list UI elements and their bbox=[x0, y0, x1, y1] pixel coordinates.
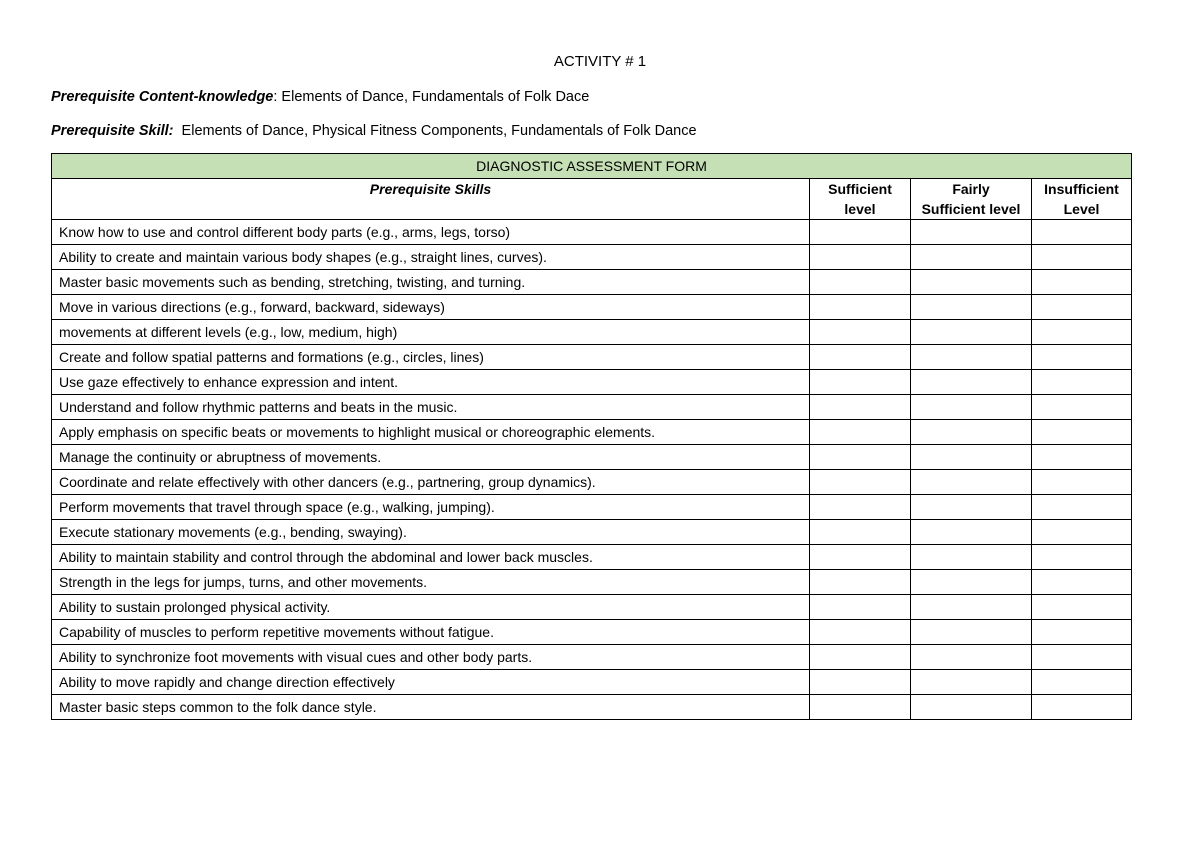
rating-sufficient-cell[interactable] bbox=[810, 320, 911, 345]
rating-fairly-sufficient-cell[interactable] bbox=[911, 320, 1032, 345]
rating-sufficient-cell[interactable] bbox=[810, 695, 911, 720]
rating-fairly-sufficient-cell[interactable] bbox=[911, 670, 1032, 695]
table-row bbox=[52, 320, 1132, 345]
rating-sufficient-cell[interactable] bbox=[810, 395, 911, 420]
rating-insufficient-cell[interactable] bbox=[1032, 495, 1132, 520]
rating-fairly-sufficient-cell[interactable] bbox=[911, 695, 1032, 720]
prerequisite-skill-value: Elements of Dance, Physical Fitness Components, Fundamentals of Folk Dance bbox=[173, 123, 697, 139]
rating-fairly-sufficient-cell[interactable] bbox=[911, 270, 1032, 295]
skill-cell: Strength in the legs for jumps, turns, and other movements. bbox=[52, 570, 810, 595]
rating-fairly-sufficient-cell[interactable] bbox=[911, 295, 1032, 320]
skill-cell: movements at different levels (e.g., low, medium, high) bbox=[52, 320, 810, 345]
skill-cell: Ability to create and maintain various body shapes (e.g., straight lines, curves). bbox=[52, 245, 810, 270]
activity-title: ACTIVITY # 1 bbox=[553, 53, 647, 70]
table-row bbox=[52, 445, 1132, 470]
rating-sufficient-cell[interactable] bbox=[810, 545, 911, 570]
rating-fairly-sufficient-cell[interactable] bbox=[911, 245, 1032, 270]
rating-sufficient-cell[interactable] bbox=[810, 445, 911, 470]
rating-sufficient-cell[interactable] bbox=[810, 220, 911, 245]
skill-cell: Perform movements that travel through space (e.g., walking, jumping). bbox=[52, 495, 810, 520]
header-fairly-sufficient-level bbox=[911, 179, 1032, 220]
rating-insufficient-cell[interactable] bbox=[1032, 270, 1132, 295]
rating-insufficient-cell[interactable] bbox=[1032, 695, 1132, 720]
table-banner-row bbox=[52, 154, 1132, 179]
rating-fairly-sufficient-cell[interactable] bbox=[911, 520, 1032, 545]
skill-cell: Know how to use and control different body parts (e.g., arms, legs, torso) bbox=[52, 220, 810, 245]
rating-insufficient-cell[interactable] bbox=[1032, 395, 1132, 420]
skill-cell: Execute stationary movements (e.g., bending, swaying). bbox=[52, 520, 810, 545]
rating-sufficient-cell[interactable] bbox=[810, 420, 911, 445]
rating-insufficient-cell[interactable] bbox=[1032, 645, 1132, 670]
skill-cell: Use gaze effectively to enhance expression and intent. bbox=[52, 370, 810, 395]
table-row bbox=[52, 520, 1132, 545]
table-row bbox=[52, 545, 1132, 570]
rating-fairly-sufficient-cell[interactable] bbox=[911, 370, 1032, 395]
rating-fairly-sufficient-cell[interactable] bbox=[911, 545, 1032, 570]
rating-insufficient-cell[interactable] bbox=[1032, 370, 1132, 395]
rating-fairly-sufficient-cell[interactable] bbox=[911, 495, 1032, 520]
table-row bbox=[52, 695, 1132, 720]
rating-insufficient-cell[interactable] bbox=[1032, 445, 1132, 470]
rating-fairly-sufficient-cell[interactable] bbox=[911, 345, 1032, 370]
prerequisite-content-separator: : bbox=[273, 89, 278, 105]
header-sufficient-line2: level bbox=[844, 201, 876, 217]
rating-insufficient-cell[interactable] bbox=[1032, 220, 1132, 245]
rating-fairly-sufficient-cell[interactable] bbox=[911, 470, 1032, 495]
rating-sufficient-cell[interactable] bbox=[810, 345, 911, 370]
header-fairly-line1: Fairly bbox=[952, 181, 990, 197]
rating-insufficient-cell[interactable] bbox=[1032, 620, 1132, 645]
header-insufficient-line1: Insufficient bbox=[1044, 181, 1119, 197]
prerequisite-skill-line bbox=[51, 122, 697, 140]
prerequisite-skill-label: Prerequisite Skill: bbox=[51, 123, 174, 139]
header-prerequisite-skills: Prerequisite Skills bbox=[52, 179, 810, 220]
rating-fairly-sufficient-cell[interactable] bbox=[911, 395, 1032, 420]
header-fairly-line2: Sufficient level bbox=[921, 201, 1021, 217]
rating-sufficient-cell[interactable] bbox=[810, 620, 911, 645]
skill-cell: Apply emphasis on specific beats or movements to highlight musical or choreographic elements. bbox=[52, 420, 810, 445]
prerequisite-content-value: Elements of Dance, Fundamentals of Folk Dace bbox=[277, 89, 590, 105]
skill-cell: Ability to sustain prolonged physical activity. bbox=[52, 595, 810, 620]
skill-cell: Understand and follow rhythmic patterns and beats in the music. bbox=[52, 395, 810, 420]
rating-insufficient-cell[interactable] bbox=[1032, 595, 1132, 620]
rating-fairly-sufficient-cell[interactable] bbox=[911, 220, 1032, 245]
rating-sufficient-cell[interactable] bbox=[810, 245, 911, 270]
rating-sufficient-cell[interactable] bbox=[810, 495, 911, 520]
rating-fairly-sufficient-cell[interactable] bbox=[911, 570, 1032, 595]
table-row bbox=[52, 270, 1132, 295]
header-sufficient-line1: Sufficient bbox=[828, 181, 892, 197]
diagnostic-assessment-table bbox=[51, 153, 1132, 720]
skill-cell: Ability to synchronize foot movements with visual cues and other body parts. bbox=[52, 645, 810, 670]
header-sufficient-level bbox=[810, 179, 911, 220]
rating-sufficient-cell[interactable] bbox=[810, 570, 911, 595]
skill-cell: Create and follow spatial patterns and formations (e.g., circles, lines) bbox=[52, 345, 810, 370]
rating-insufficient-cell[interactable] bbox=[1032, 345, 1132, 370]
skill-cell: Ability to move rapidly and change direction effectively bbox=[52, 670, 810, 695]
table-row bbox=[52, 420, 1132, 445]
rating-insufficient-cell[interactable] bbox=[1032, 320, 1132, 345]
table-row bbox=[52, 495, 1132, 520]
skill-cell: Manage the continuity or abruptness of movements. bbox=[52, 445, 810, 470]
header-insufficient-line2: Level bbox=[1063, 201, 1100, 217]
table-row bbox=[52, 570, 1132, 595]
rating-insufficient-cell[interactable] bbox=[1032, 470, 1132, 495]
rating-insufficient-cell[interactable] bbox=[1032, 570, 1132, 595]
rating-insufficient-cell[interactable] bbox=[1032, 545, 1132, 570]
rating-sufficient-cell[interactable] bbox=[810, 645, 911, 670]
rating-sufficient-cell[interactable] bbox=[810, 295, 911, 320]
table-banner: DIAGNOSTIC ASSESSMENT FORM bbox=[52, 154, 1132, 179]
rating-fairly-sufficient-cell[interactable] bbox=[911, 595, 1032, 620]
table-row bbox=[52, 370, 1132, 395]
skill-cell: Move in various directions (e.g., forward, backward, sideways) bbox=[52, 295, 810, 320]
skill-cell: Coordinate and relate effectively with other dancers (e.g., partnering, group dynamics). bbox=[52, 470, 810, 495]
rating-insufficient-cell[interactable] bbox=[1032, 520, 1132, 545]
rating-fairly-sufficient-cell[interactable] bbox=[911, 620, 1032, 645]
table-row bbox=[52, 345, 1132, 370]
table-row bbox=[52, 220, 1132, 245]
table-row bbox=[52, 395, 1132, 420]
skill-cell: Capability of muscles to perform repetitive movements without fatigue. bbox=[52, 620, 810, 645]
rating-sufficient-cell[interactable] bbox=[810, 470, 911, 495]
rating-sufficient-cell[interactable] bbox=[810, 270, 911, 295]
table-row bbox=[52, 670, 1132, 695]
rating-sufficient-cell[interactable] bbox=[810, 670, 911, 695]
table-header-row bbox=[52, 179, 1132, 220]
table-row bbox=[52, 595, 1132, 620]
rating-fairly-sufficient-cell[interactable] bbox=[911, 645, 1032, 670]
rating-insufficient-cell[interactable] bbox=[1032, 670, 1132, 695]
rating-fairly-sufficient-cell[interactable] bbox=[911, 445, 1032, 470]
skill-cell: Master basic movements such as bending, stretching, twisting, and turning. bbox=[52, 270, 810, 295]
table-row bbox=[52, 645, 1132, 670]
table-row bbox=[52, 245, 1132, 270]
skill-cell: Master basic steps common to the folk dance style. bbox=[52, 695, 810, 720]
rating-sufficient-cell[interactable] bbox=[810, 370, 911, 395]
table-row bbox=[52, 470, 1132, 495]
rating-insufficient-cell[interactable] bbox=[1032, 245, 1132, 270]
prerequisite-content-label: Prerequisite Content-knowledge bbox=[51, 89, 274, 105]
header-insufficient-level bbox=[1032, 179, 1132, 220]
table-row bbox=[52, 620, 1132, 645]
rating-insufficient-cell[interactable] bbox=[1032, 420, 1132, 445]
skill-cell: Ability to maintain stability and control through the abdominal and lower back muscles. bbox=[52, 545, 810, 570]
prerequisite-content-line bbox=[51, 88, 589, 106]
rating-insufficient-cell[interactable] bbox=[1032, 295, 1132, 320]
rating-sufficient-cell[interactable] bbox=[810, 520, 911, 545]
rating-fairly-sufficient-cell[interactable] bbox=[911, 420, 1032, 445]
table-row bbox=[52, 295, 1132, 320]
rating-sufficient-cell[interactable] bbox=[810, 595, 911, 620]
